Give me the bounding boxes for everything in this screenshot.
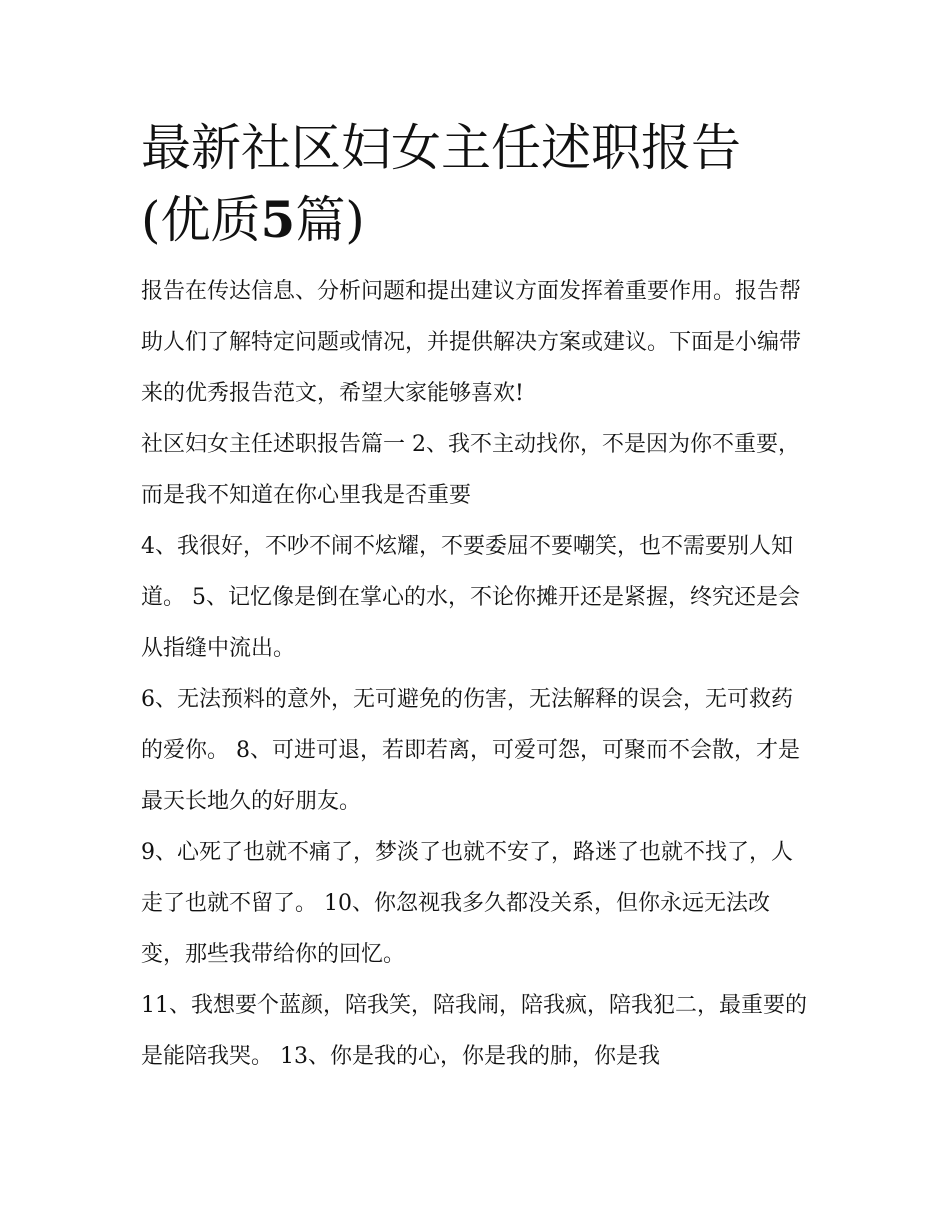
paragraph-2: 4、我很好，不吵不闹不炫耀，不要委屈不要嘲笑，也不需要别人知道。 5、记忆像是倒在掌心的水，不论你摊开还是紧握，终究还是会从指缝中流出。 xyxy=(141,534,800,661)
document-title xyxy=(141,112,809,256)
paragraph-1: 社区妇女主任述职报告篇一 2、我不主动找你，不是因为你不重要，而是我不知道在你心里我是否重要 xyxy=(141,432,800,508)
paragraph-intro: 报告在传达信息、分析问题和提出建议方面发挥着重要作用。报告帮助人们了解特定问题或情况，并提供解决方案或建议。下面是小编带来的优秀报告范文，希望大家能够喜欢! xyxy=(141,279,802,406)
title-number: 5 xyxy=(260,190,296,249)
title-text-2: 篇) xyxy=(295,191,365,249)
document-page xyxy=(141,112,809,1082)
paragraph-3: 6、无法预料的意外，无可避免的伤害，无法解释的误会，无可救药的爱你。 8、可进可退，若即若离，可爱可怨，可聚而不会散，才是最天长地久的好朋友。 xyxy=(141,687,800,814)
title-text-1: 最新社区妇女主任述职报告(优质 xyxy=(141,119,741,249)
paragraph-5: 11、我想要个蓝颜，陪我笑，陪我闹，陪我疯，陪我犯二，最重要的是能陪我哭。 13、你是我的心，你是我的肺，你是我 xyxy=(141,993,807,1069)
paragraph-4: 9、心死了也就不痛了，梦淡了也就不安了，路迷了也就不找了，人走了也就不留了。 10、你忽视我多久都没关系，但你永远无法改变，那些我带给你的回忆。 xyxy=(141,840,793,967)
